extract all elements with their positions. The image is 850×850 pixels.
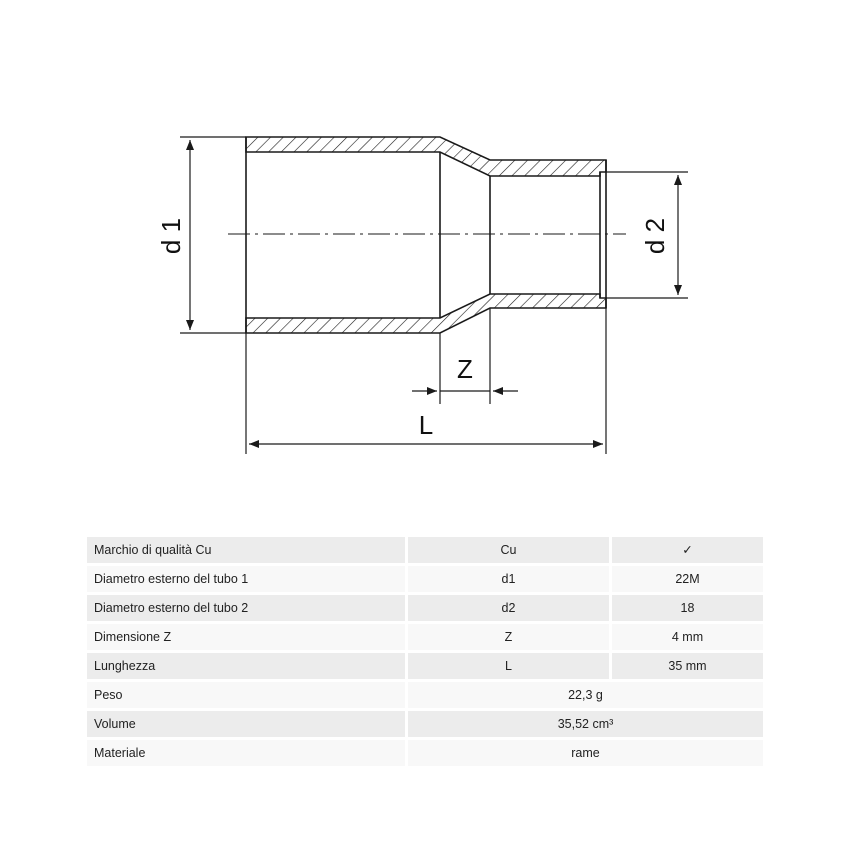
table-row [87, 739, 763, 768]
row-value: ✓ [612, 537, 763, 563]
row-label: Diametro esterno del tubo 2 [87, 595, 405, 621]
table-row [87, 565, 763, 594]
top-wall [246, 137, 606, 176]
table-row [87, 710, 763, 739]
table-row [87, 536, 763, 565]
row-value: 22M [612, 566, 763, 592]
row-label: Peso [87, 682, 405, 708]
row-value: 4 mm [612, 624, 763, 650]
row-merged-value: 22,3 g [408, 682, 763, 708]
row-label: Volume [87, 711, 405, 737]
row-symbol: Z [408, 624, 609, 650]
row-label: Dimensione Z [87, 624, 405, 650]
table-row [87, 652, 763, 681]
row-value: 18 [612, 595, 763, 621]
row-value: 35 mm [612, 653, 763, 679]
spec-table [87, 536, 763, 768]
row-symbol: d1 [408, 566, 609, 592]
d1-label: d 1 [156, 217, 186, 255]
row-label: Diametro esterno del tubo 1 [87, 566, 405, 592]
d2-label: d 2 [640, 217, 670, 255]
row-merged-value: 35,52 cm³ [408, 711, 763, 737]
row-label: Lunghezza [87, 653, 405, 679]
d1-dimension [180, 137, 246, 333]
row-label: Marchio di qualità Cu [87, 537, 405, 563]
table-row [87, 594, 763, 623]
l-label: L [418, 410, 434, 440]
table-row [87, 681, 763, 710]
row-symbol: d2 [408, 595, 609, 621]
row-merged-value: rame [408, 740, 763, 766]
z-label: Z [457, 354, 473, 384]
row-symbol: L [408, 653, 609, 679]
table-row [87, 623, 763, 652]
row-symbol: Cu [408, 537, 609, 563]
bottom-wall [246, 294, 606, 333]
row-label: Materiale [87, 740, 405, 766]
